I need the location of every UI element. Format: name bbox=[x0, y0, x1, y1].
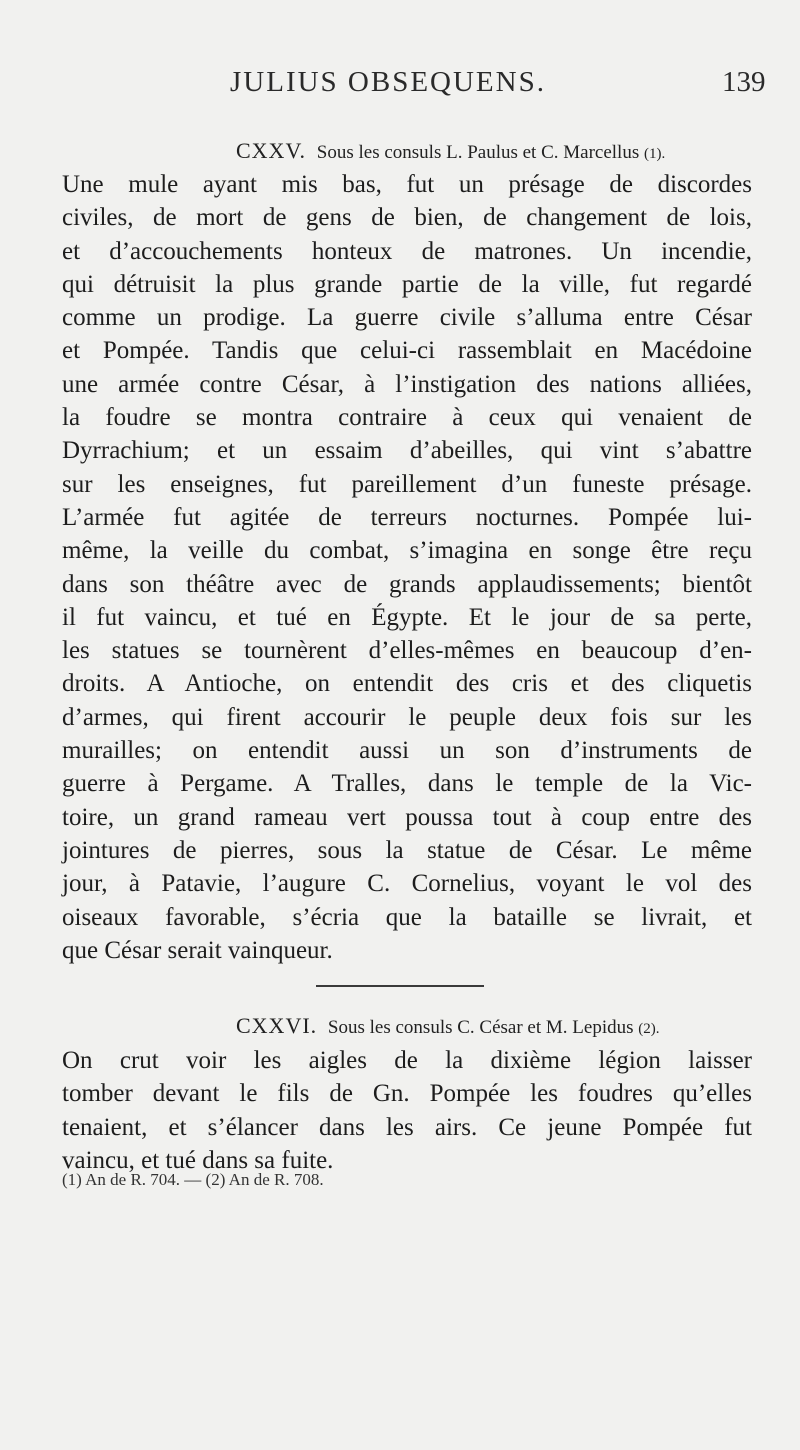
text-line: tenaient, et s’élancer dans les airs. Ce jeune Pompée fut bbox=[62, 1113, 752, 1141]
text-line: et d’accouchements honteux de matrones. Un incendie, bbox=[62, 237, 752, 265]
text-line: et Pompée. Tandis que celui-ci rassemblait en Macédoine bbox=[62, 337, 752, 365]
text-line: la foudre se montra contraire à ceux qui venaient de bbox=[62, 404, 752, 432]
text-line: qui détruisit la plus grande partie de la ville, fut regardé bbox=[62, 270, 752, 298]
text-line: guerre à Pergame. A Tralles, dans le temple de la Vic- bbox=[62, 770, 752, 798]
text-line: dans son théâtre avec de grands applaudissements; bientôt bbox=[62, 570, 752, 598]
text-line: murailles; on entendit aussi un son d’instruments de bbox=[62, 737, 752, 765]
section-separator-rule bbox=[316, 985, 484, 987]
text-line: d’armes, qui firent accourir le peuple deux fois sur les bbox=[62, 703, 752, 731]
text-line: oiseaux favorable, s’écria que la bataille se livrait, et bbox=[62, 903, 752, 931]
footnotes: (1) An de R. 704. — (2) An de R. 708. bbox=[62, 1170, 324, 1189]
text-line: droits. A Antioche, on entendit des cris et des cliquetis bbox=[62, 670, 752, 698]
text-line: tomber devant le fils de Gn. Pompée les foudres qu’elles bbox=[62, 1080, 752, 1108]
section-heading-cxxvi bbox=[236, 1013, 660, 1039]
text-line: Une mule ayant mis bas, fut un présage de discordes bbox=[62, 171, 752, 198]
paragraph-cxxvi bbox=[62, 1044, 752, 1177]
footnote-reference: (1). bbox=[643, 146, 666, 162]
running-title: JULIUS OBSEQUENS. bbox=[230, 66, 546, 98]
text-line: les statues se tournèrent d’elles-mêmes en beaucoup d’en- bbox=[62, 637, 752, 665]
text-line: que César serait vainqueur. bbox=[62, 936, 333, 964]
section-heading-text: Sous les consuls L. Paulus et C. Marcellus bbox=[316, 142, 640, 163]
text-line: une armée contre César, à l’instigation des nations alliées, bbox=[62, 370, 752, 398]
section-heading-text: Sous les consuls C. César et M. Lepidus bbox=[327, 1017, 634, 1038]
paragraph-cxxv bbox=[62, 168, 752, 967]
text-line: On crut voir les aigles de la dixième légion laisser bbox=[62, 1047, 752, 1074]
section-heading-cxxv bbox=[236, 138, 665, 164]
text-line: il fut vaincu, et tué en Égypte. Et le jour de sa perte, bbox=[62, 603, 752, 631]
text-line: même, la veille du combat, s’imagina en songe être reçu bbox=[62, 537, 752, 565]
page-number: 139 bbox=[722, 66, 766, 98]
text-line: sur les enseignes, fut pareillement d’un funeste présage. bbox=[62, 470, 752, 498]
section-numeral: CXXV. bbox=[236, 138, 307, 163]
text-line: Dyrrachium; et un essaim d’abeilles, qui vint s’abattre bbox=[62, 437, 752, 465]
text-line: civiles, de mort de gens de bien, de changement de lois, bbox=[62, 204, 752, 232]
text-line: jointures de pierres, sous la statue de César. Le même bbox=[62, 836, 752, 864]
text-line: L’armée fut agitée de terreurs nocturnes. Pompée lui- bbox=[62, 503, 752, 531]
text-line: jour, à Patavie, l’augure C. Cornelius, voyant le vol des bbox=[62, 870, 752, 898]
footnote-reference: (2). bbox=[638, 1021, 660, 1037]
text-line: vaincu, et tué dans sa fuite. bbox=[62, 1146, 334, 1174]
text-line: comme un prodige. La guerre civile s’alluma entre César bbox=[62, 304, 752, 332]
text-line: toire, un grand rameau vert poussa tout à coup entre des bbox=[62, 803, 752, 831]
section-numeral: CXXVI. bbox=[236, 1013, 318, 1038]
